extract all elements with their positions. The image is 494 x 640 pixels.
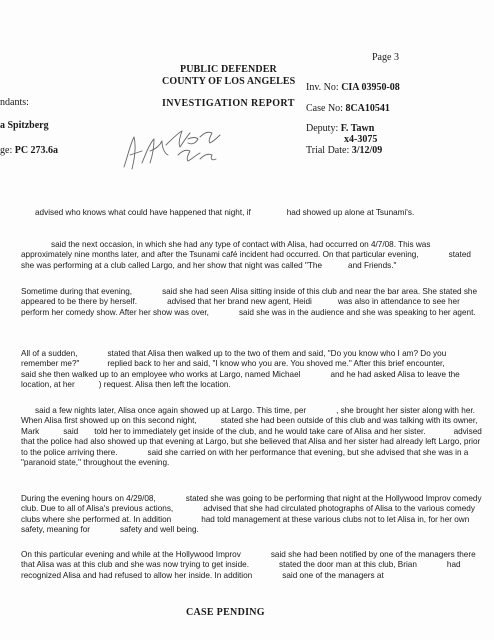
deputy-row (306, 123, 374, 134)
charge-row (0, 145, 58, 156)
deputy-value: F. Tawn (340, 123, 375, 134)
paragraph-2 (21, 240, 483, 271)
p5-part-g: said she carried on with her performance that evening, but she advised that she was in a "paranoid state," throughout the evening. (21, 447, 469, 468)
deputy-label: Deputy: (306, 123, 339, 134)
paragraph-7 (21, 550, 483, 581)
deputy-extension: x4-3075 (344, 134, 378, 145)
case-label: Case No: (306, 103, 343, 114)
inv-label: Inv. No: (306, 82, 339, 93)
trial-row (306, 145, 382, 156)
p5-part-f: advised that the police had also showed up that evening at Largo, but she believed that Alisa and her sister had already left Largo, prior to the police arriving there. (21, 426, 482, 457)
p7-part-a: On this particular evening and while at the Hollywood Improv (21, 550, 241, 559)
charge-label: ge: (0, 145, 13, 156)
p1-part-a: advised who knows what could have happened that night, if (35, 208, 251, 217)
inv-row (306, 82, 400, 93)
p7-part-b: said she had been notified by one of the managers there that Alisa was at this club and she was now trying to get inside. (21, 550, 476, 570)
paragraph-4 (21, 349, 483, 391)
p5-part-c: stated she had been outside of this club and was talking with its owner, Mark (21, 416, 478, 436)
p3-part-b: said she had seen Alisa sitting inside of this club and near the bar area. She stated she appeared to be there by herself. (21, 287, 478, 307)
p5-part-e: told her to immediately get inside of the club, and he would take care of Alisa and her sister. (94, 426, 426, 436)
p1-part-b: had showed up alone at Tsunami's. (286, 208, 415, 217)
report-title: INVESTIGATION REPORT (162, 98, 295, 109)
p4-part-e: and he had asked Alisa to leave the location, at her (21, 369, 460, 390)
p3-part-e: said she was in the audience and she was speaking to her agent. (238, 307, 476, 317)
p2-part-b: stated she was performing at a club called Largo, and her show that night was called "The (21, 250, 471, 270)
trial-value: 3/12/09 (351, 145, 383, 156)
p4-part-a: All of a sudden, (21, 349, 78, 358)
p2-part-c: and Friends." (348, 260, 397, 270)
p7-part-c: stated the door man at this club, Brian (279, 560, 417, 570)
paragraph-5 (21, 406, 483, 468)
case-value: 8CA10541 (345, 103, 390, 114)
defendants-label: ndants: (0, 97, 29, 108)
p6-part-a: During the evening hours on 4/29/08, (21, 494, 156, 503)
p4-part-d: said she then walked up to an employee who works at Largo, named Michael (21, 369, 301, 379)
p5-part-a: said a few nights later, Alisa once again showed up at Largo. This time, per (35, 406, 307, 415)
trial-label: Trial Date: (306, 145, 350, 156)
p5-part-d: said (63, 426, 79, 436)
p6-part-c: advised that she had circulated photographs of Alisa to the various comedy clubs where she performed at. In addition (21, 504, 475, 524)
defendant-name: a Spitzberg (0, 120, 49, 131)
p7-part-e: said one of the managers at (282, 570, 384, 580)
p2-part-a: said the next occasion, in which she had any type of contact with Alisa, had occurred on 4/7/08. This was approximately nine months later, and after the Tsunami café incident had occurred. On that particular evening, (21, 240, 431, 260)
office-county: COUNTY OF LOS ANGELES (162, 76, 296, 87)
p4-part-c: replied back to her and said, "I know who you are. You shoved me." After this brief encounter, (107, 359, 445, 369)
handwritten-signature (120, 115, 240, 175)
p3-part-c: advised that her brand new agent, Heidi (167, 297, 312, 307)
case-status: CASE PENDING (186, 607, 265, 618)
p6-part-d: had told management at these various clubs not to let Alisa in, for her own safety, meaning for (21, 514, 470, 535)
p6-part-e: safety and well being. (120, 525, 199, 535)
p6-part-b: stated she was going to be performing that night at the Hollywood Improv comedy club. Due to all of Alisa's previous actions, (21, 494, 482, 514)
charge-code: PC 273.6a (14, 145, 59, 156)
paragraph-3 (21, 287, 483, 318)
p3-part-d: was also in attendance to see her perform her comedy show. After her show was over, (21, 297, 460, 317)
p4-part-b: stated that Alisa then walked up to the two of them and said, "Do you know who I am? Do you remember me?" (21, 349, 447, 369)
p5-part-b: , she brought her sister along with her. When Alisa first showed up on this second night, (21, 406, 475, 426)
p7-part-d: had recognized Alisa and had refused to allow her inside. In addition (21, 560, 461, 580)
case-row (306, 103, 390, 114)
paragraph-1 (21, 208, 483, 218)
paragraph-6 (21, 494, 483, 536)
page-number: Page 3 (372, 52, 399, 63)
p3-part-a: Sometime during that evening, (21, 287, 133, 296)
office-name: PUBLIC DEFENDER (180, 64, 277, 75)
inv-value: CIA 03950-08 (341, 82, 400, 93)
p4-part-f: ) request. Alisa then left the location. (98, 380, 231, 390)
